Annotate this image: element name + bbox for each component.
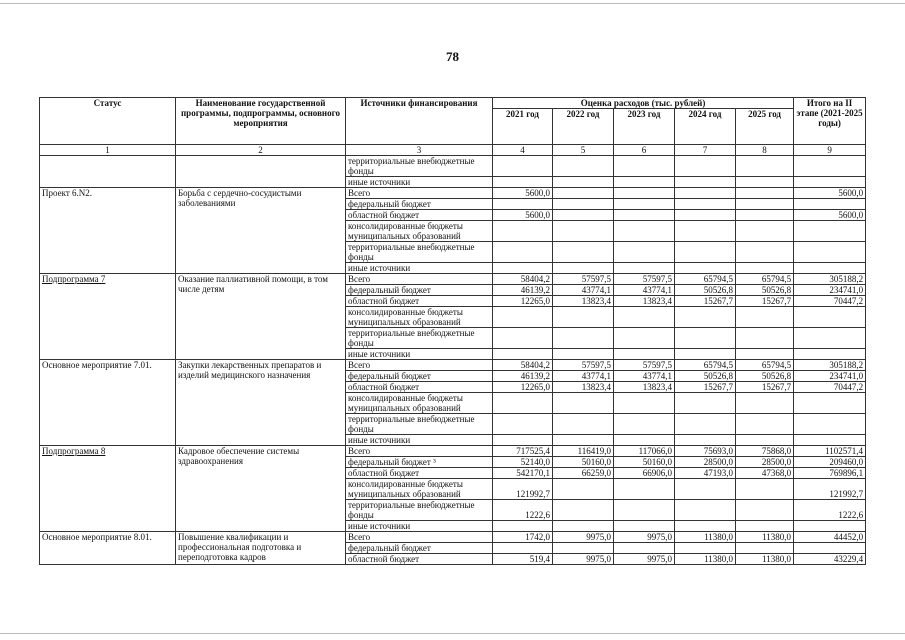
status-cell — [40, 156, 176, 188]
source-cell: областной бюджет — [346, 210, 493, 221]
budget-table — [39, 97, 866, 565]
scan-top-edge — [0, 3, 905, 4]
value-cell — [736, 221, 794, 242]
value-cell — [736, 521, 794, 532]
value-cell — [553, 210, 614, 221]
total-cell: 5600,0 — [794, 188, 866, 199]
table-body — [40, 156, 866, 565]
value-cell — [675, 500, 736, 521]
value-cell — [675, 393, 736, 414]
source-cell: Всего — [346, 360, 493, 371]
value-cell: 15267,7 — [736, 382, 794, 393]
value-cell: 43774,1 — [553, 285, 614, 296]
value-cell — [614, 543, 675, 554]
total-cell — [794, 414, 866, 435]
value-cell — [675, 479, 736, 500]
value-cell — [553, 242, 614, 263]
value-cell: 15267,7 — [675, 296, 736, 307]
source-cell: федеральный бюджет — [346, 371, 493, 382]
col-number: 9 — [794, 145, 866, 156]
total-cell — [794, 435, 866, 446]
header-name: Наименование государственной программы, подпрограммы, основного мероприятия — [176, 98, 346, 145]
value-cell — [614, 349, 675, 360]
value-cell: 75868,0 — [736, 446, 794, 457]
value-cell — [614, 188, 675, 199]
value-cell: 47193,0 — [675, 468, 736, 479]
value-cell — [614, 156, 675, 177]
value-cell — [675, 307, 736, 328]
value-cell: 9975,0 — [553, 554, 614, 565]
value-cell: 65794,5 — [736, 360, 794, 371]
name-cell: Борьба с сердечно-сосудистыми заболеваниями — [176, 188, 346, 274]
value-cell — [614, 242, 675, 263]
value-cell — [553, 479, 614, 500]
total-cell: 305188,2 — [794, 274, 866, 285]
value-cell — [493, 414, 553, 435]
value-cell — [736, 479, 794, 500]
value-cell: 50160,0 — [614, 457, 675, 468]
value-cell — [493, 242, 553, 263]
value-cell: 50526,8 — [675, 371, 736, 382]
value-cell — [675, 177, 736, 188]
value-cell: 13823,4 — [553, 382, 614, 393]
value-cell — [614, 393, 675, 414]
table-row — [40, 360, 866, 371]
value-cell: 542170,1 — [493, 468, 553, 479]
status-cell: Подпрограмма 8 — [40, 446, 176, 532]
value-cell — [675, 210, 736, 221]
value-cell — [614, 435, 675, 446]
value-cell — [493, 177, 553, 188]
value-cell: 43774,1 — [553, 371, 614, 382]
value-cell — [553, 414, 614, 435]
source-cell: федеральный бюджет — [346, 543, 493, 554]
total-cell: 70447,2 — [794, 296, 866, 307]
value-cell: 43774,1 — [614, 285, 675, 296]
source-cell: консолидированные бюджеты муниципальных образований — [346, 307, 493, 328]
header-year: 2024 год — [675, 109, 736, 145]
table-row — [40, 532, 866, 543]
value-cell — [675, 188, 736, 199]
value-cell — [614, 500, 675, 521]
source-cell: территориальные внебюджетные фонды — [346, 242, 493, 263]
value-cell — [553, 188, 614, 199]
source-cell: иные источники — [346, 435, 493, 446]
value-cell — [493, 393, 553, 414]
value-cell: 9975,0 — [614, 532, 675, 543]
value-cell: 13823,4 — [614, 382, 675, 393]
col-number: 7 — [675, 145, 736, 156]
status-cell: Подпрограмма 7 — [40, 274, 176, 360]
value-cell — [736, 188, 794, 199]
total-cell — [794, 307, 866, 328]
value-cell — [675, 199, 736, 210]
total-cell: 209460,0 — [794, 457, 866, 468]
value-cell: 57597,5 — [614, 360, 675, 371]
value-cell — [675, 435, 736, 446]
value-cell — [493, 435, 553, 446]
value-cell: 46139,2 — [493, 371, 553, 382]
value-cell: 13823,4 — [614, 296, 675, 307]
value-cell — [493, 307, 553, 328]
source-cell: консолидированные бюджеты муниципальных образований — [346, 221, 493, 242]
source-cell: консолидированные бюджеты муниципальных образований — [346, 393, 493, 414]
col-number: 3 — [346, 145, 493, 156]
value-cell: 5600,0 — [493, 210, 553, 221]
value-cell: 15267,7 — [736, 296, 794, 307]
value-cell: 1742,0 — [493, 532, 553, 543]
value-cell — [614, 307, 675, 328]
value-cell — [736, 435, 794, 446]
value-cell — [614, 521, 675, 532]
source-cell: федеральный бюджет ³ — [346, 457, 493, 468]
source-cell: территориальные внебюджетные фонды — [346, 156, 493, 177]
col-number: 8 — [736, 145, 794, 156]
source-cell: консолидированные бюджеты муниципальных образований — [346, 479, 493, 500]
value-cell — [675, 328, 736, 349]
value-cell — [736, 500, 794, 521]
value-cell: 52140,0 — [493, 457, 553, 468]
value-cell — [553, 435, 614, 446]
col-number: 4 — [493, 145, 553, 156]
value-cell — [493, 521, 553, 532]
value-cell — [614, 263, 675, 274]
value-cell: 13823,4 — [553, 296, 614, 307]
col-number: 5 — [553, 145, 614, 156]
source-cell: Всего — [346, 446, 493, 457]
value-cell — [675, 242, 736, 263]
value-cell — [675, 156, 736, 177]
value-cell: 12265,0 — [493, 382, 553, 393]
header-total: Итого на II этапе (2021-2025 годы) — [794, 98, 866, 145]
value-cell — [553, 543, 614, 554]
header-status: Статус — [40, 98, 176, 145]
total-cell — [794, 177, 866, 188]
value-cell — [736, 199, 794, 210]
value-cell: 65794,5 — [736, 274, 794, 285]
value-cell — [553, 156, 614, 177]
value-cell — [553, 307, 614, 328]
value-cell — [553, 393, 614, 414]
total-cell: 234741,0 — [794, 371, 866, 382]
value-cell — [553, 177, 614, 188]
value-cell — [736, 328, 794, 349]
source-cell: федеральный бюджет — [346, 199, 493, 210]
value-cell: 1222,6 — [493, 500, 553, 521]
value-cell — [493, 349, 553, 360]
scan-bottom-edge — [0, 633, 905, 634]
value-cell — [675, 221, 736, 242]
value-cell — [553, 328, 614, 349]
value-cell — [736, 543, 794, 554]
name-cell: Кадровое обеспечение системы здравоохранения — [176, 446, 346, 532]
value-cell — [614, 414, 675, 435]
value-cell: 66259,0 — [553, 468, 614, 479]
table-row — [40, 188, 866, 199]
value-cell: 11380,0 — [675, 554, 736, 565]
total-cell — [794, 521, 866, 532]
total-cell: 44452,0 — [794, 532, 866, 543]
value-cell: 47368,0 — [736, 468, 794, 479]
col-number: 6 — [614, 145, 675, 156]
source-cell: территориальные внебюджетные фонды — [346, 414, 493, 435]
total-cell — [794, 221, 866, 242]
header-sources: Источники финансирования — [346, 98, 493, 145]
value-cell: 50526,8 — [675, 285, 736, 296]
page-number: 78 — [446, 49, 459, 64]
total-cell: 1102571,4 — [794, 446, 866, 457]
table-row — [40, 274, 866, 285]
value-cell: 28500,0 — [736, 457, 794, 468]
total-cell — [794, 156, 866, 177]
value-cell: 50160,0 — [553, 457, 614, 468]
source-cell: областной бюджет — [346, 468, 493, 479]
value-cell — [675, 414, 736, 435]
header-estimate: Оценка расходов (тыс. рублей) — [493, 98, 794, 109]
value-cell: 12265,0 — [493, 296, 553, 307]
name-cell: Закупки лекарственных препаратов и изделий медицинского назначения — [176, 360, 346, 446]
header-year: 2023 год — [614, 109, 675, 145]
source-cell: иные источники — [346, 349, 493, 360]
total-cell — [794, 328, 866, 349]
total-cell: 43229,4 — [794, 554, 866, 565]
header-year: 2022 год — [553, 109, 614, 145]
value-cell — [614, 328, 675, 349]
source-cell: федеральный бюджет — [346, 285, 493, 296]
value-cell — [736, 210, 794, 221]
value-cell: 66906,0 — [614, 468, 675, 479]
source-cell: областной бюджет — [346, 554, 493, 565]
status-cell: Основное мероприятие 8.01. — [40, 532, 176, 565]
table-row — [40, 446, 866, 457]
status-cell: Основное мероприятие 7.01. — [40, 360, 176, 446]
header-year: 2025 год — [736, 109, 794, 145]
value-cell: 57597,5 — [553, 360, 614, 371]
total-cell — [794, 242, 866, 263]
value-cell: 65794,5 — [675, 274, 736, 285]
value-cell — [553, 349, 614, 360]
value-cell — [736, 393, 794, 414]
value-cell: 717525,4 — [493, 446, 553, 457]
value-cell: 116419,0 — [553, 446, 614, 457]
value-cell — [493, 263, 553, 274]
source-cell: Всего — [346, 274, 493, 285]
table-row — [40, 156, 866, 177]
total-cell — [794, 543, 866, 554]
value-cell — [675, 521, 736, 532]
name-cell: Оказание паллиативной помощи, в том числе детям — [176, 274, 346, 360]
value-cell — [493, 156, 553, 177]
value-cell — [736, 156, 794, 177]
source-cell: областной бюджет — [346, 382, 493, 393]
source-cell: иные источники — [346, 521, 493, 532]
value-cell — [614, 210, 675, 221]
value-cell: 58404,2 — [493, 274, 553, 285]
value-cell: 121992,7 — [493, 479, 553, 500]
total-cell — [794, 263, 866, 274]
value-cell — [614, 199, 675, 210]
value-cell — [553, 221, 614, 242]
value-cell — [614, 177, 675, 188]
value-cell: 117066,0 — [614, 446, 675, 457]
total-cell: 5600,0 — [794, 210, 866, 221]
source-cell: территориальные внебюджетные фонды — [346, 500, 493, 521]
value-cell — [675, 263, 736, 274]
source-cell: Всего — [346, 188, 493, 199]
value-cell — [736, 349, 794, 360]
value-cell: 11380,0 — [736, 532, 794, 543]
value-cell: 65794,5 — [675, 360, 736, 371]
value-cell — [553, 199, 614, 210]
value-cell: 75693,0 — [675, 446, 736, 457]
value-cell: 46139,2 — [493, 285, 553, 296]
value-cell: 43774,1 — [614, 371, 675, 382]
value-cell: 5600,0 — [493, 188, 553, 199]
value-cell: 15267,7 — [675, 382, 736, 393]
value-cell — [493, 543, 553, 554]
total-cell: 305188,2 — [794, 360, 866, 371]
status-cell: Проект 6.N2. — [40, 188, 176, 274]
value-cell — [614, 221, 675, 242]
total-cell: 769896,1 — [794, 468, 866, 479]
value-cell: 11380,0 — [675, 532, 736, 543]
value-cell: 28500,0 — [675, 457, 736, 468]
value-cell: 519,4 — [493, 554, 553, 565]
total-cell — [794, 393, 866, 414]
value-cell: 58404,2 — [493, 360, 553, 371]
name-cell — [176, 156, 346, 188]
name-cell: Повышение квалификации и профессиональная подготовка и переподготовка кадров — [176, 532, 346, 565]
value-cell — [675, 543, 736, 554]
col-number: 2 — [176, 145, 346, 156]
value-cell — [553, 263, 614, 274]
value-cell: 57597,5 — [614, 274, 675, 285]
value-cell: 50526,8 — [736, 285, 794, 296]
value-cell: 57597,5 — [553, 274, 614, 285]
value-cell — [736, 177, 794, 188]
value-cell — [493, 221, 553, 242]
total-cell — [794, 199, 866, 210]
value-cell — [553, 500, 614, 521]
value-cell: 9975,0 — [614, 554, 675, 565]
source-cell: иные источники — [346, 177, 493, 188]
total-cell: 121992,7 — [794, 479, 866, 500]
total-cell: 1222,6 — [794, 500, 866, 521]
total-cell — [794, 349, 866, 360]
col-number: 1 — [40, 145, 176, 156]
value-cell — [736, 307, 794, 328]
source-cell: территориальные внебюджетные фонды — [346, 328, 493, 349]
value-cell — [736, 263, 794, 274]
header-year: 2021 год — [493, 109, 553, 145]
value-cell — [736, 414, 794, 435]
total-cell: 70447,2 — [794, 382, 866, 393]
value-cell: 9975,0 — [553, 532, 614, 543]
value-cell — [675, 349, 736, 360]
value-cell — [493, 328, 553, 349]
value-cell — [736, 242, 794, 263]
value-cell — [553, 521, 614, 532]
value-cell — [614, 479, 675, 500]
source-cell: Всего — [346, 532, 493, 543]
value-cell: 11380,0 — [736, 554, 794, 565]
source-cell: областной бюджет — [346, 296, 493, 307]
value-cell: 50526,8 — [736, 371, 794, 382]
total-cell: 234741,0 — [794, 285, 866, 296]
value-cell — [493, 199, 553, 210]
source-cell: иные источники — [346, 263, 493, 274]
